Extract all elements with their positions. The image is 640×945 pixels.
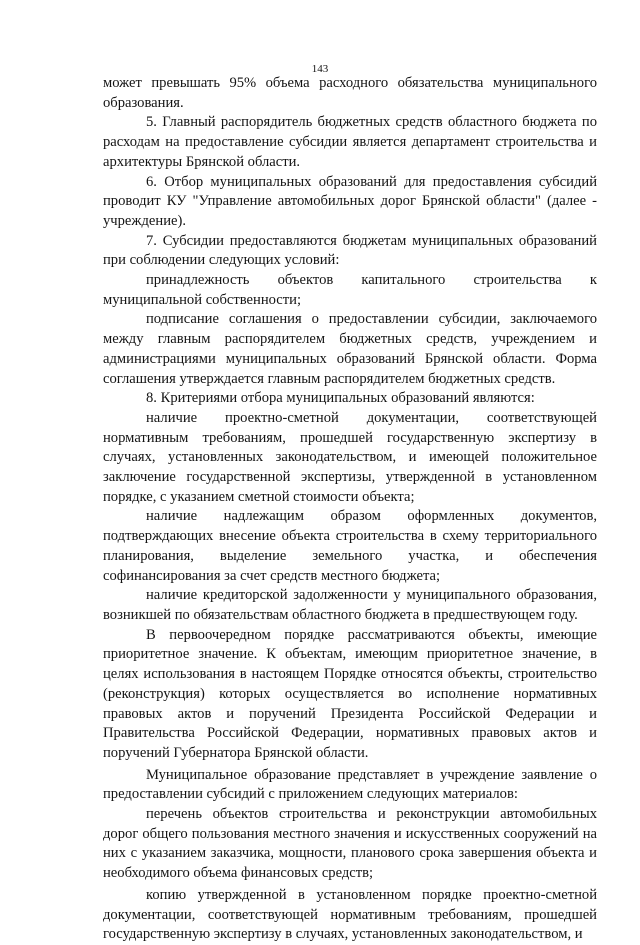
paragraph-objects-list: перечень объектов строительства и реконструкции автомобильных дорог общего пользования местного значения и искусственных сооружений на них с указанием заказчика, мощности, планового срока завершения объекта и необходимого объема финансовых средств; [103, 806, 597, 882]
page-number: 143 [311, 63, 329, 75]
paragraph-criterion-documentation: наличие проектно-сметной документации, соответствующей нормативным требованиям, прошедшей государственную экспертизу в случаях, установленных законодательством, и имеющей положительное заключение государственной экспертизы, утвержденной в установленном порядке, с указанием сметной стоимости объекта; [103, 409, 597, 505]
paragraph-priority: В первоочередном порядке рассматриваются объекты, имеющие приоритетное значение. К объектам, имеющим приоритетное значение, в целях использования в настоящем Порядке относятся объекты, строительство (реконструкция) которых осуществляется во исполнение нормативных правовых актов и поручений Президента Российской Федерации и Правительства Российской Федерации, нормативных правовых актов и поручений Губернатора Брянской области. [103, 626, 597, 761]
paragraph-continuation: может превышать 95% объема расходного обязательства муниципального образования. [103, 75, 597, 111]
paragraph-item-5: 5. Главный распорядитель бюджетных средств областного бюджета по расходам на предоставление субсидии является департамент строительства и архитектуры Брянской области. [103, 114, 597, 170]
paragraph-criterion-documents: наличие надлежащим образом оформленных документов, подтверждающих внесение объекта строительства в схему территориального планирования, выделение земельного участка, и обеспечения софинансирования за счет средств местного бюджета; [103, 508, 597, 584]
paragraph-condition-ownership: принадлежность объектов капитального строительства к муниципальной собственности; [103, 272, 597, 308]
paragraph-item-7: 7. Субсидии предоставляются бюджетам муниципальных образований при соблюдении следующих условий: [103, 232, 597, 269]
paragraph-copy-documentation: копию утвержденной в установленном порядке проектно-сметной документации, соответствующей нормативным требованиям, прошедшей государственную экспертизу в случаях, установленных законодательством, и [103, 886, 597, 943]
paragraph-application: Муниципальное образование представляет в учреждение заявление о предоставлении субсидий с приложением следующих материалов: [103, 766, 597, 803]
paragraph-condition-agreement: подписание соглашения о предоставлении субсидии, заключаемого между главным распорядителем бюджетных средств, учреждением и администрациями муниципальных образований Брянской области. Форма соглашения утверждается главным распорядителем бюджетных средств. [103, 311, 597, 387]
paragraph-item-8: 8. Критериями отбора муниципальных образований являются: [146, 390, 535, 407]
paragraph-item-6: 6. Отбор муниципальных образований для предоставления субсидий проводит КУ "Управление автомобильных дорог Брянской области" (далее - учреждение). [103, 173, 597, 229]
document-body [103, 74, 597, 945]
paragraph-criterion-debt: наличие кредиторской задолженности у муниципального образования, возникшей по обязательствам областного бюджета в предшествующем году. [103, 587, 597, 623]
